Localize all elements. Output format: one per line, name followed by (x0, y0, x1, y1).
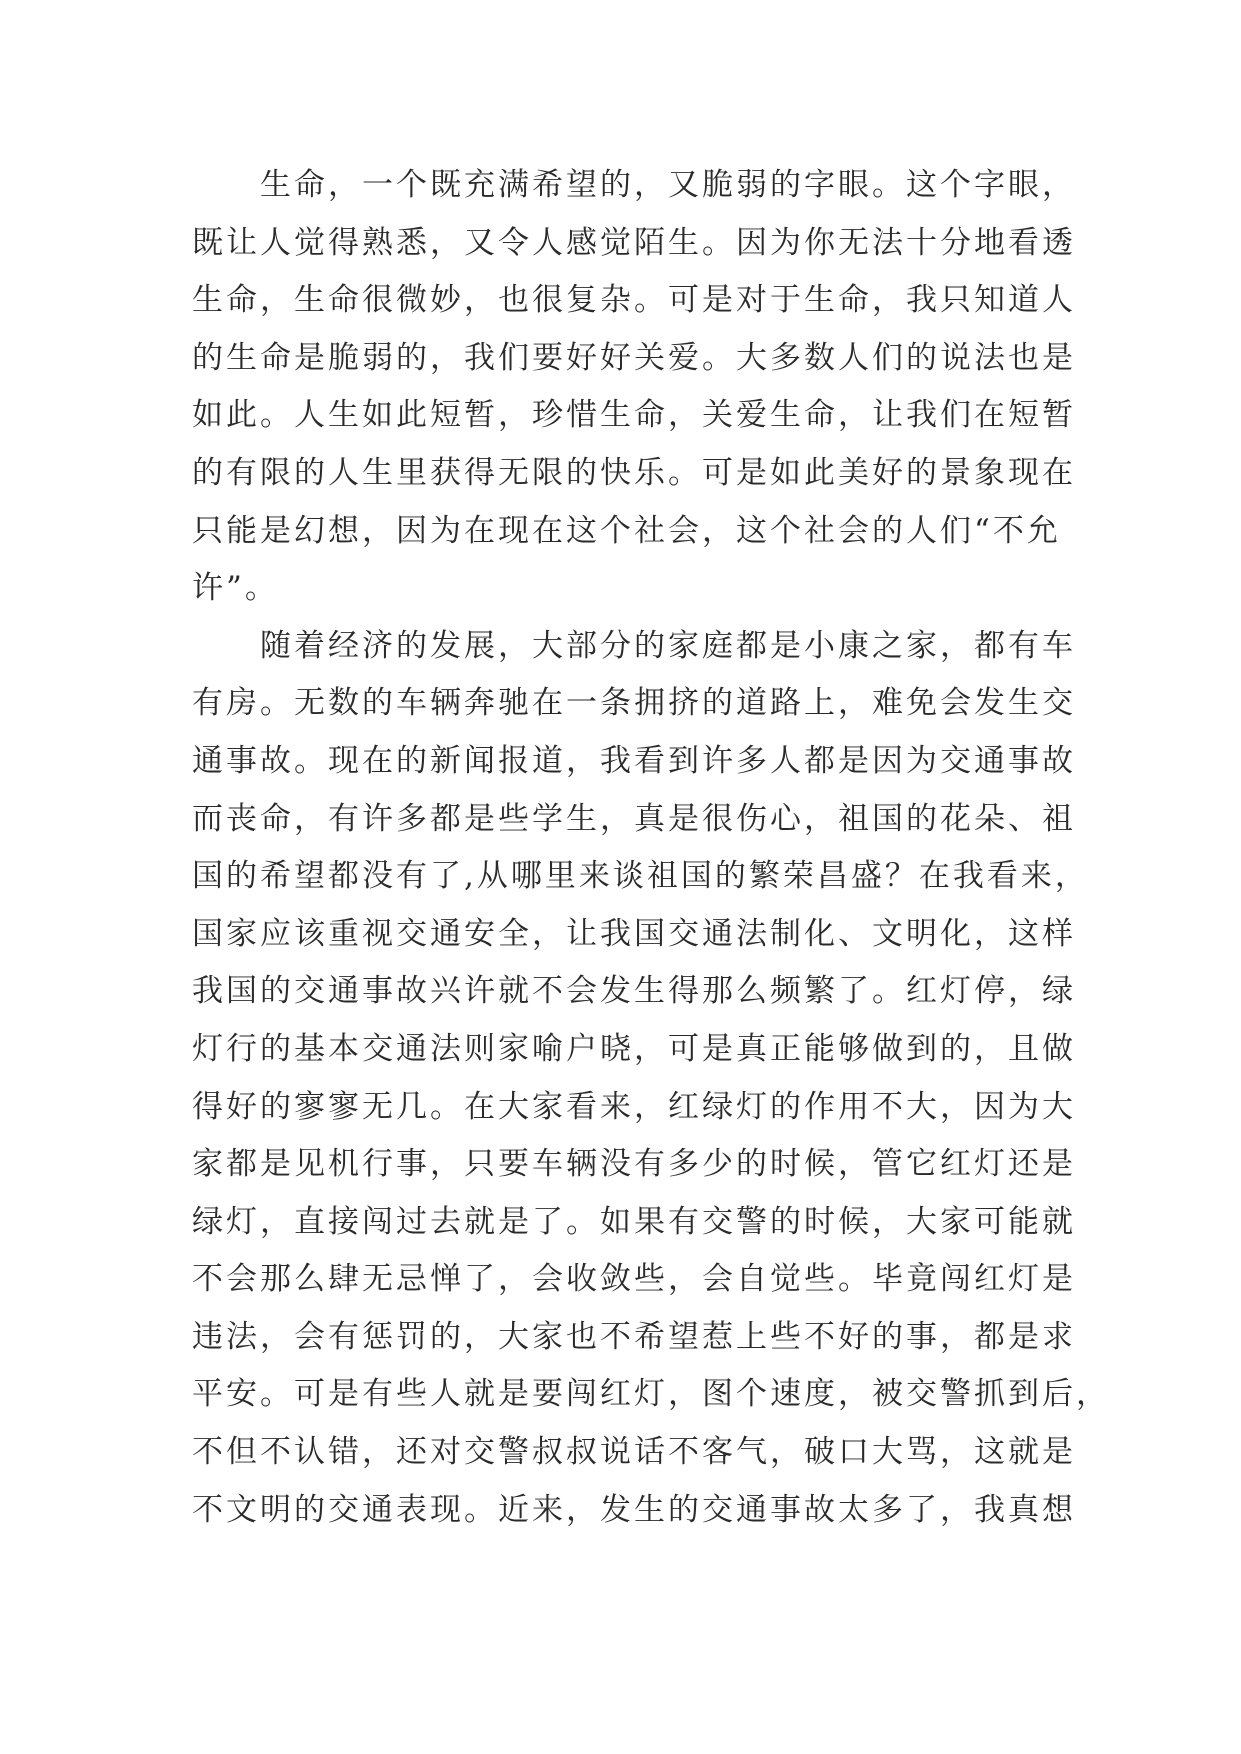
paragraph-2-line-14: 平安。可是有些人就是要闯红灯，图个速度，被交警抓到后， (192, 1376, 1110, 1413)
paragraph-1-line-5: 如此。人生如此短暂，珍惜生命，关爱生命，让我们在短暂 (192, 397, 1076, 434)
paragraph-2-line-12: 不会那么肆无忌惮了，会收敛些，会自觉些。毕竟闯红灯是 (192, 1261, 1076, 1298)
paragraph-1-line-4: 的生命是脆弱的，我们要好好关爱。大多数人们的说法也是 (192, 339, 1076, 376)
paragraph-1-line-6: 的有限的人生里获得无限的快乐。可是如此美好的景象现在 (192, 454, 1076, 491)
paragraph-2-line-8: 灯行的基本交通法则家喻户晓，可是真正能够做到的，且做 (192, 1030, 1076, 1067)
paragraph-2-line-1: 随着经济的发展，大部分的家庭都是小康之家，都有车 (260, 627, 1076, 664)
paragraph-1-line-3: 生命，生命很微妙，也很复杂。可是对于生命，我只知道人 (192, 282, 1076, 319)
paragraph-2-line-11: 绿灯，直接闯过去就是了。如果有交警的时候，大家可能就 (192, 1203, 1076, 1240)
paragraph-2-line-6: 国家应该重视交通安全，让我国交通法制化、文明化，这样 (192, 915, 1076, 952)
essay-body (192, 157, 1110, 1539)
paragraph-2-line-10: 家都是见机行事，只要车辆没有多少的时候，管它红灯还是 (192, 1146, 1076, 1183)
paragraph-2-line-16: 不文明的交通表现。近来，发生的交通事故太多了，我真想 (192, 1491, 1076, 1528)
paragraph-1-line-7: 只能是幻想，因为在现在这个社会，这个社会的人们“不允 (192, 512, 1061, 549)
paragraph-2-line-15: 不但不认错，还对交警叔叔说话不客气，破口大骂，这就是 (192, 1434, 1076, 1471)
paragraph-2-line-3: 通事故。现在的新闻报道，我看到许多人都是因为交通事故 (192, 742, 1076, 779)
paragraph-1-line-1: 生命，一个既充满希望的，又脆弱的字眼。这个字眼， (260, 167, 1076, 203)
paragraph-2-line-5: 国的希望都没有了,从哪里来谈祖国的繁荣昌盛？在我看来， (192, 858, 1089, 895)
paragraph-2-line-9: 得好的寥寥无几。在大家看来，红绿灯的作用不大，因为大 (192, 1088, 1076, 1125)
paragraph-2-line-13: 违法，会有惩罚的，大家也不希望惹上些不好的事，都是求 (192, 1318, 1076, 1355)
paragraph-1-line-2: 既让人觉得熟悉，又令人感觉陌生。因为你无法十分地看透 (192, 224, 1076, 261)
paragraph-2-line-2: 有房。无数的车辆奔驰在一条拥挤的道路上，难免会发生交 (192, 685, 1076, 722)
paragraph-2-line-4: 而丧命，有许多都是些学生，真是很伤心，祖国的花朵、祖 (192, 800, 1076, 837)
paragraph-1-line-8: 许”。 (192, 570, 279, 607)
paragraph-2-line-7: 我国的交通事故兴许就不会发生得那么频繁了。红灯停，绿 (192, 973, 1076, 1010)
